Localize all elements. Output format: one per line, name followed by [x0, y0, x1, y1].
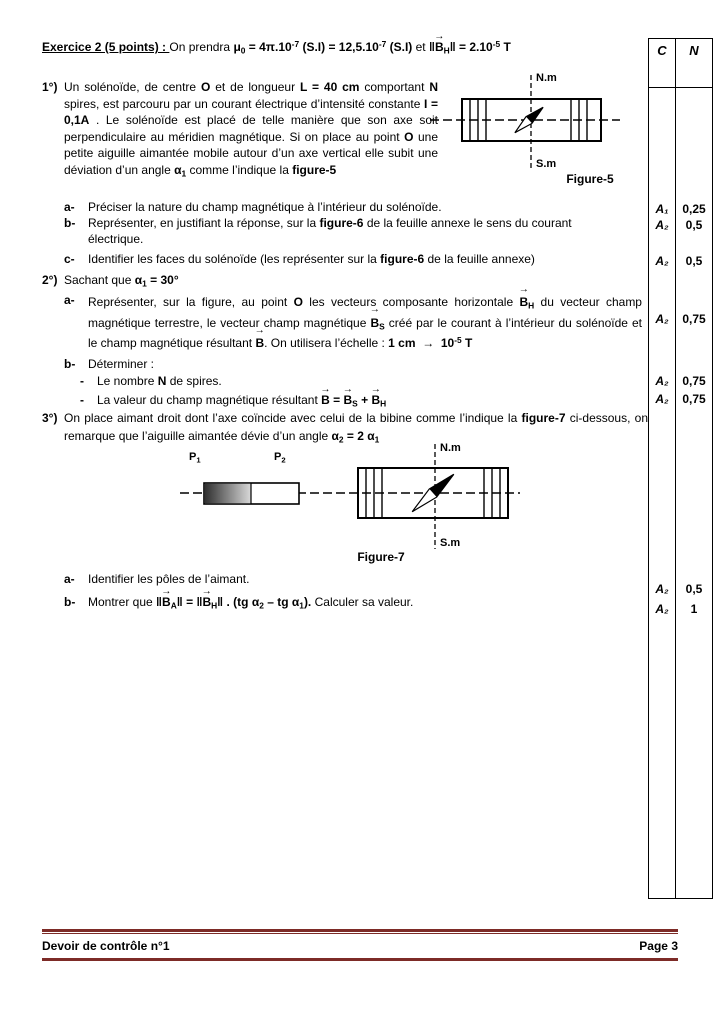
footer-document-title: Devoir de contrôle n°1	[42, 939, 170, 953]
figure-7	[175, 440, 525, 565]
south-meridian-label: S.m	[536, 158, 557, 170]
mark-cell-c: A₂	[655, 392, 669, 406]
question-1-number: 1°)	[42, 80, 58, 94]
mark-cell-n: 1	[690, 602, 698, 616]
grading-header-n: N	[689, 43, 699, 58]
item-label: b-	[64, 357, 76, 371]
mark-cell-c: A₂	[655, 602, 669, 616]
item-label: a-	[64, 200, 75, 214]
mark-row	[649, 601, 712, 616]
magnet-pole-1-label: $P_1$	[189, 451, 201, 465]
mark-cell-c: A₂	[655, 582, 669, 596]
item-text: Montrer que ‖B $\to_A‖$ = ‖B $\to_H‖$ . (tg $\alpha_2$ – tg $\alpha_1$). Calculer sa valeur.	[88, 594, 624, 610]
grading-table-divider	[675, 39, 676, 898]
mark-row	[649, 253, 712, 268]
mark-cell-c: A₂	[655, 254, 669, 268]
mark-row	[649, 373, 712, 388]
mark-cell-n: 0,5	[685, 582, 703, 596]
question-3-text: On place aimant droit dont l’axe coïncide avec celui de la bibine comme l’indique la figure-7 ci-dessous, on remarque que l’aiguille aimantée dévie d’un angle $\alpha_2 = 2$ $\alpha_1$	[64, 411, 648, 445]
north-meridian-label: N.m	[440, 442, 461, 454]
magnet-pole-2-label: $P_2$	[274, 451, 286, 465]
question-2b-bullet-2	[80, 392, 625, 408]
figure-7-diagram	[175, 440, 525, 565]
question-2	[42, 272, 642, 288]
mark-row	[649, 201, 712, 216]
question-1b	[64, 215, 620, 247]
item-label: c-	[64, 252, 75, 266]
item-text: Représenter, en justifiant la réponse, sur la figure-6 de la feuille annexe le sens du courant électrique.	[88, 216, 572, 246]
question-2a	[64, 292, 642, 354]
question-1c	[64, 251, 644, 267]
mark-cell-c: A₂	[655, 374, 669, 388]
mark-row	[649, 581, 712, 596]
mark-cell-n: 0,75	[682, 392, 706, 406]
north-meridian-label: N.m	[536, 72, 557, 84]
figure-5	[428, 70, 638, 190]
mark-cell-n: 0,5	[685, 218, 703, 232]
grading-header-underline	[649, 87, 712, 88]
mark-cell-c: A₂	[655, 218, 669, 232]
footer-page-number: Page 3	[639, 939, 678, 953]
item-text: Identifier les pôles de l’aimant.	[88, 572, 250, 586]
item-label: a-	[64, 293, 75, 307]
mark-cell-n: 0,75	[682, 312, 706, 326]
mark-cell-n: 0,5	[685, 254, 703, 268]
question-3b	[64, 594, 624, 610]
mark-row	[649, 311, 712, 326]
bullet-text: La valeur du champ magnétique résultant B → = $B \to_S + B \to_H$	[97, 392, 625, 408]
page-footer	[42, 929, 678, 961]
mark-cell-n: 0,25	[682, 202, 706, 216]
mark-cell-c: A₂	[655, 312, 669, 326]
question-1-text: Un solénoïde, de centre O et de longueur L = 40 cm comportant N spires, est parcouru par un courant électrique d’intensité constante I = 0,1A . Le solénoïde est placé de telle manière que son axe soit perpendiculaire au méridien magnétique. Si on place au point O une petite aiguille aimantée mobile autour d’un axe vertical elle subit une déviation d’un angle $\alpha_1$ comme l’indique la figure-5	[64, 80, 438, 179]
item-text: Identifier les faces du solénoïde (les représenter sur la figure-6 de la feuille annexe)	[88, 252, 535, 266]
item-text: Représenter, sur la figure, au point O les vecteurs composante horizontale $B \to_H$ du vecteur champ magnétique terrestre, le vecteur champ magnétique $B \to_S$ créé par le courant à l’intérieur du solénoïde et le champ magnétique résultant B →. On utilisera l’échelle : 1 cm → $10^{-5}$ T	[88, 292, 642, 354]
question-2b	[64, 356, 624, 372]
mark-cell-c: A₁	[655, 202, 669, 216]
bullet-text: Le nombre N de spires.	[97, 374, 222, 388]
question-1a	[64, 199, 639, 215]
figure-7-caption: Figure-7	[357, 550, 405, 564]
footer-rule-top-thick	[42, 929, 678, 932]
question-3a	[64, 571, 624, 587]
question-3-number: 3°)	[42, 411, 58, 425]
item-label: b-	[64, 216, 76, 230]
bullet-dash: -	[80, 374, 84, 388]
grading-table	[648, 38, 713, 899]
bar-magnet	[204, 483, 299, 504]
item-text: Déterminer :	[88, 357, 155, 371]
exercise-title-line: Exercice 2 (5 points) : On prendra $\mu_0 = 4\pi.10^{-7}$ $(S.I) = 12,5.10^{-7}$ (S.I) et ‖B $\to_H‖ = 2.10^{-5}$ T	[42, 39, 642, 55]
footer-rule-bottom	[42, 958, 678, 961]
bullet-dash: -	[80, 393, 84, 407]
item-text: Préciser la nature du champ magnétique à l’intérieur du solénoïde.	[88, 200, 442, 214]
mark-row	[649, 391, 712, 406]
mark-row	[649, 217, 712, 232]
figure-5-caption: Figure-5	[566, 172, 614, 186]
question-2-text: Sachant que $\alpha_1 = 30^\circ$	[64, 273, 179, 289]
mark-cell-n: 0,75	[682, 374, 706, 388]
question-1	[42, 79, 438, 179]
grading-header-c: C	[657, 43, 667, 58]
item-label: a-	[64, 572, 75, 586]
item-label: b-	[64, 595, 76, 609]
question-2-number: 2°)	[42, 273, 58, 287]
south-meridian-label: S.m	[440, 537, 461, 549]
